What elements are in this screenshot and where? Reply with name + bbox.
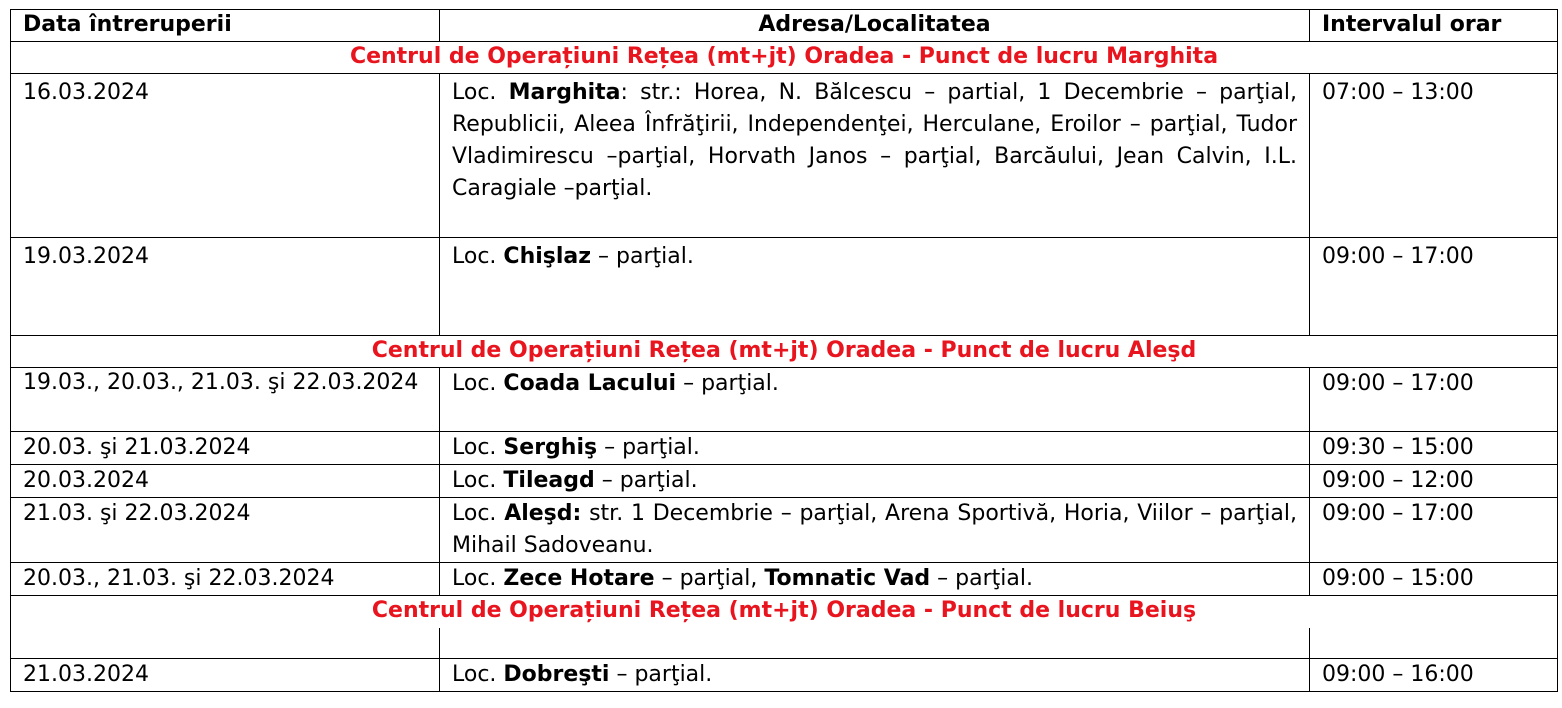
section-title-beius: Centrul de Operațiuni Rețea (mt+jt) Oradea - Punct de lucru Beiuş [11,596,1558,629]
row-interval: 07:00 – 13:00 [1310,74,1558,238]
table-row [11,368,1558,432]
row-address [440,74,1310,238]
row-interval: 09:00 – 15:00 [1310,563,1558,596]
outage-schedule-table [10,9,1558,692]
loc-details-2: – parţial. [930,566,1033,591]
row-address [440,432,1310,465]
loc-prefix: Loc. [452,662,504,687]
loc-prefix: Loc. [452,244,504,269]
row-date: 19.03.2024 [11,238,440,336]
loc-name: Dobreşti [503,662,610,687]
loc-details: – parţial. [676,371,779,396]
row-date: 19.03., 20.03., 21.03. şi 22.03.2024 [11,368,440,432]
row-date: 20.03. şi 21.03.2024 [11,432,440,465]
table-row [11,498,1558,563]
loc-details: – parţial. [591,244,694,269]
loc-details: – parţial. [597,435,700,460]
row-date: 20.03.2024 [11,465,440,498]
header-interval: Intervalul orar [1310,10,1558,42]
row-address [440,368,1310,432]
row-date: 21.03.2024 [11,659,440,692]
loc-name: Chişlaz [503,244,592,269]
loc-name: Aleşd: [504,501,582,526]
table-row [11,465,1558,498]
loc-prefix: Loc. [452,80,509,105]
loc-details: : str.: Horea, N. Bălcescu – partial, 1 Decembrie – parţial, Republicii, Aleea Înfrăţirii, Independenţei, Herculane, Eroilor – parţial, Tudor Vladimirescu –parţial, Horvath Janos – parţial, Barcăului, Jean Calvin, I.L. Caragiale –parţial. [452,80,1297,201]
section-title-alesd: Centrul de Operațiuni Rețea (mt+jt) Oradea - Punct de lucru Aleşd [11,336,1558,368]
row-interval: 09:00 – 16:00 [1310,659,1558,692]
table-row [11,74,1558,238]
loc-name: Tileagd [503,468,595,493]
table-row [11,659,1558,692]
loc-details: str. 1 Decembrie – parţial, Arena Sportivă, Horia, Viilor – parţial, Mihail Sadoveanu. [452,501,1297,558]
loc-details: – parţial. [594,468,698,493]
spacer-cell [440,628,1310,659]
loc-details: – parţial. [609,662,713,687]
loc-name: Coada Lacului [503,371,677,396]
row-interval: 09:30 – 15:00 [1310,432,1558,465]
table-row [11,563,1558,596]
header-date: Data întreruperii [11,10,440,42]
loc-prefix: Loc. [452,435,504,460]
row-address [440,238,1310,336]
row-interval: 09:00 – 12:00 [1310,465,1558,498]
row-address [440,659,1310,692]
loc-prefix: Loc. [452,371,504,396]
loc-name: Marghita [508,80,621,105]
row-address [440,465,1310,498]
loc-name: Serghiş [503,435,598,460]
spacer-cell [11,628,440,659]
loc-prefix: Loc. [452,468,504,493]
row-address [440,498,1310,563]
loc-name: Zece Hotare [503,566,655,591]
spacer-row [11,628,1558,659]
loc-name-2: Tomnatic Vad [764,566,931,591]
loc-prefix: Loc. [452,501,505,526]
row-date: 20.03., 21.03. şi 22.03.2024 [11,563,440,596]
spacer-cell [1310,628,1558,659]
table-row [11,238,1558,336]
row-interval: 09:00 – 17:00 [1310,498,1558,563]
section-title-marghita: Centrul de Operațiuni Rețea (mt+jt) Oradea - Punct de lucru Marghita [11,42,1558,74]
row-interval: 09:00 – 17:00 [1310,368,1558,432]
row-date: 21.03. şi 22.03.2024 [11,498,440,563]
row-address [440,563,1310,596]
header-row [11,10,1558,42]
header-address: Adresa/Localitatea [440,10,1310,42]
loc-details: – parţial, [654,566,765,591]
row-date: 16.03.2024 [11,74,440,238]
section-row [11,336,1558,368]
row-interval: 09:00 – 17:00 [1310,238,1558,336]
section-row [11,42,1558,74]
section-row [11,596,1558,629]
table-row [11,432,1558,465]
loc-prefix: Loc. [452,566,504,591]
